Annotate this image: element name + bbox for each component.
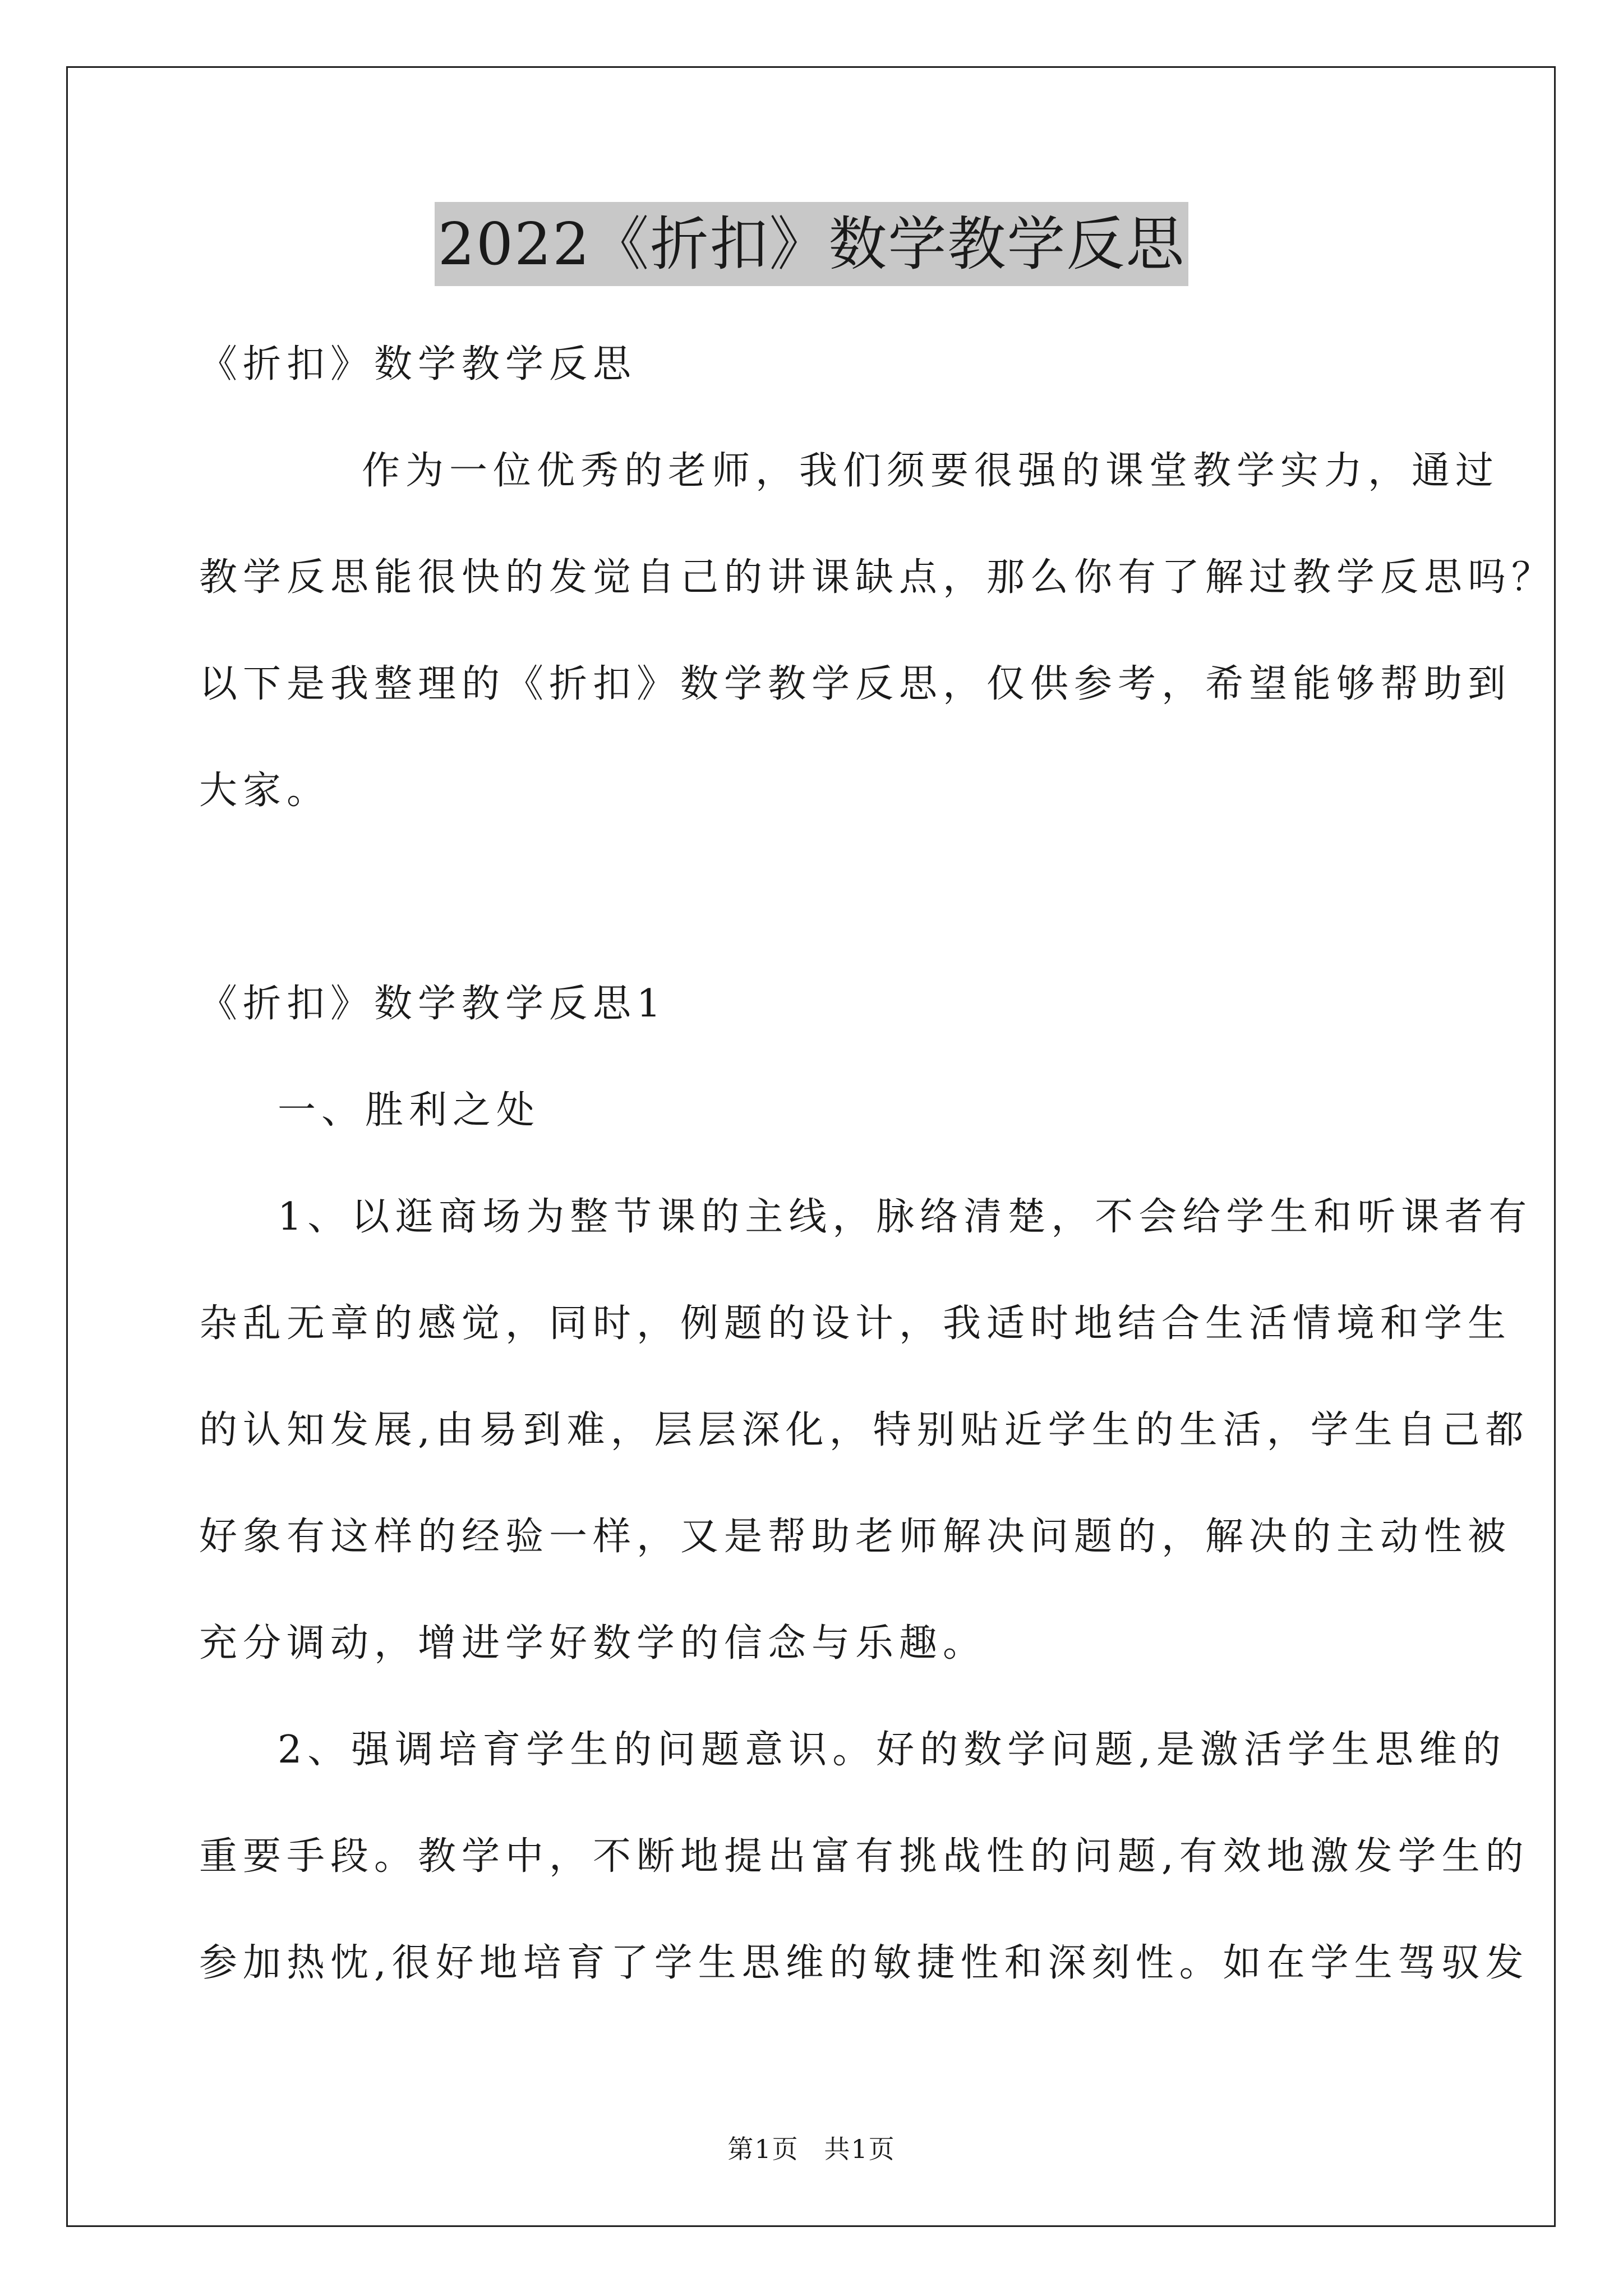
- page-footer: [0, 2129, 1623, 2166]
- section-heading: 《折扣》数学教学反思1: [199, 982, 667, 1026]
- point1-line-5: 充分调动，增进学好数学的信念与乐趣。: [199, 1621, 987, 1665]
- subtitle: 《折扣》数学教学反思: [199, 342, 637, 386]
- point1-line-4: 好象有这样的经验一样，又是帮助老师解决问题的，解决的主动性被: [199, 1515, 1512, 1559]
- document-body: [199, 311, 1556, 2017]
- section-subheading: 一、胜利之处: [278, 1088, 541, 1133]
- point1-line-1: 1、以逛商场为整节课的主线，脉络清楚，不会给学生和听课者有: [278, 1195, 1533, 1239]
- intro-line-4: 大家。: [199, 769, 331, 813]
- page-total: 共1页: [824, 2134, 896, 2164]
- intro-line-1: 作为一位优秀的老师，我们须要很强的课堂教学实力，通过: [362, 449, 1500, 493]
- intro-line-3: 以下是我整理的《折扣》数学教学反思，仅供参考，希望能够帮助到: [199, 662, 1512, 706]
- point2-line-2: 重要手段。教学中，不断地提出富有挑战性的问题,有效地激发学生的: [199, 1834, 1529, 1879]
- document-title: 2022《折扣》数学教学反思: [435, 202, 1189, 286]
- title-container: [0, 202, 1623, 286]
- point2-line-1: 2、强调培育学生的问题意识。好的数学问题,是激活学生思维的: [278, 1728, 1506, 1772]
- paragraph-gap: [199, 844, 1433, 951]
- page-number: 第1页: [727, 2134, 799, 2164]
- point2-line-3: 参加热忱,很好地培育了学生思维的敏捷性和深刻性。如在学生驾驭发: [199, 1941, 1529, 1985]
- intro-line-2: 教学反思能很快的发觉自己的讲课缺点，那么你有了解过教学反思吗？: [199, 555, 1556, 600]
- point1-line-2: 杂乱无章的感觉，同时，例题的设计，我适时地结合生活情境和学生: [199, 1301, 1512, 1346]
- point1-line-3: 的认知发展,由易到难，层层深化，特别贴近学生的生活，学生自己都: [199, 1408, 1529, 1452]
